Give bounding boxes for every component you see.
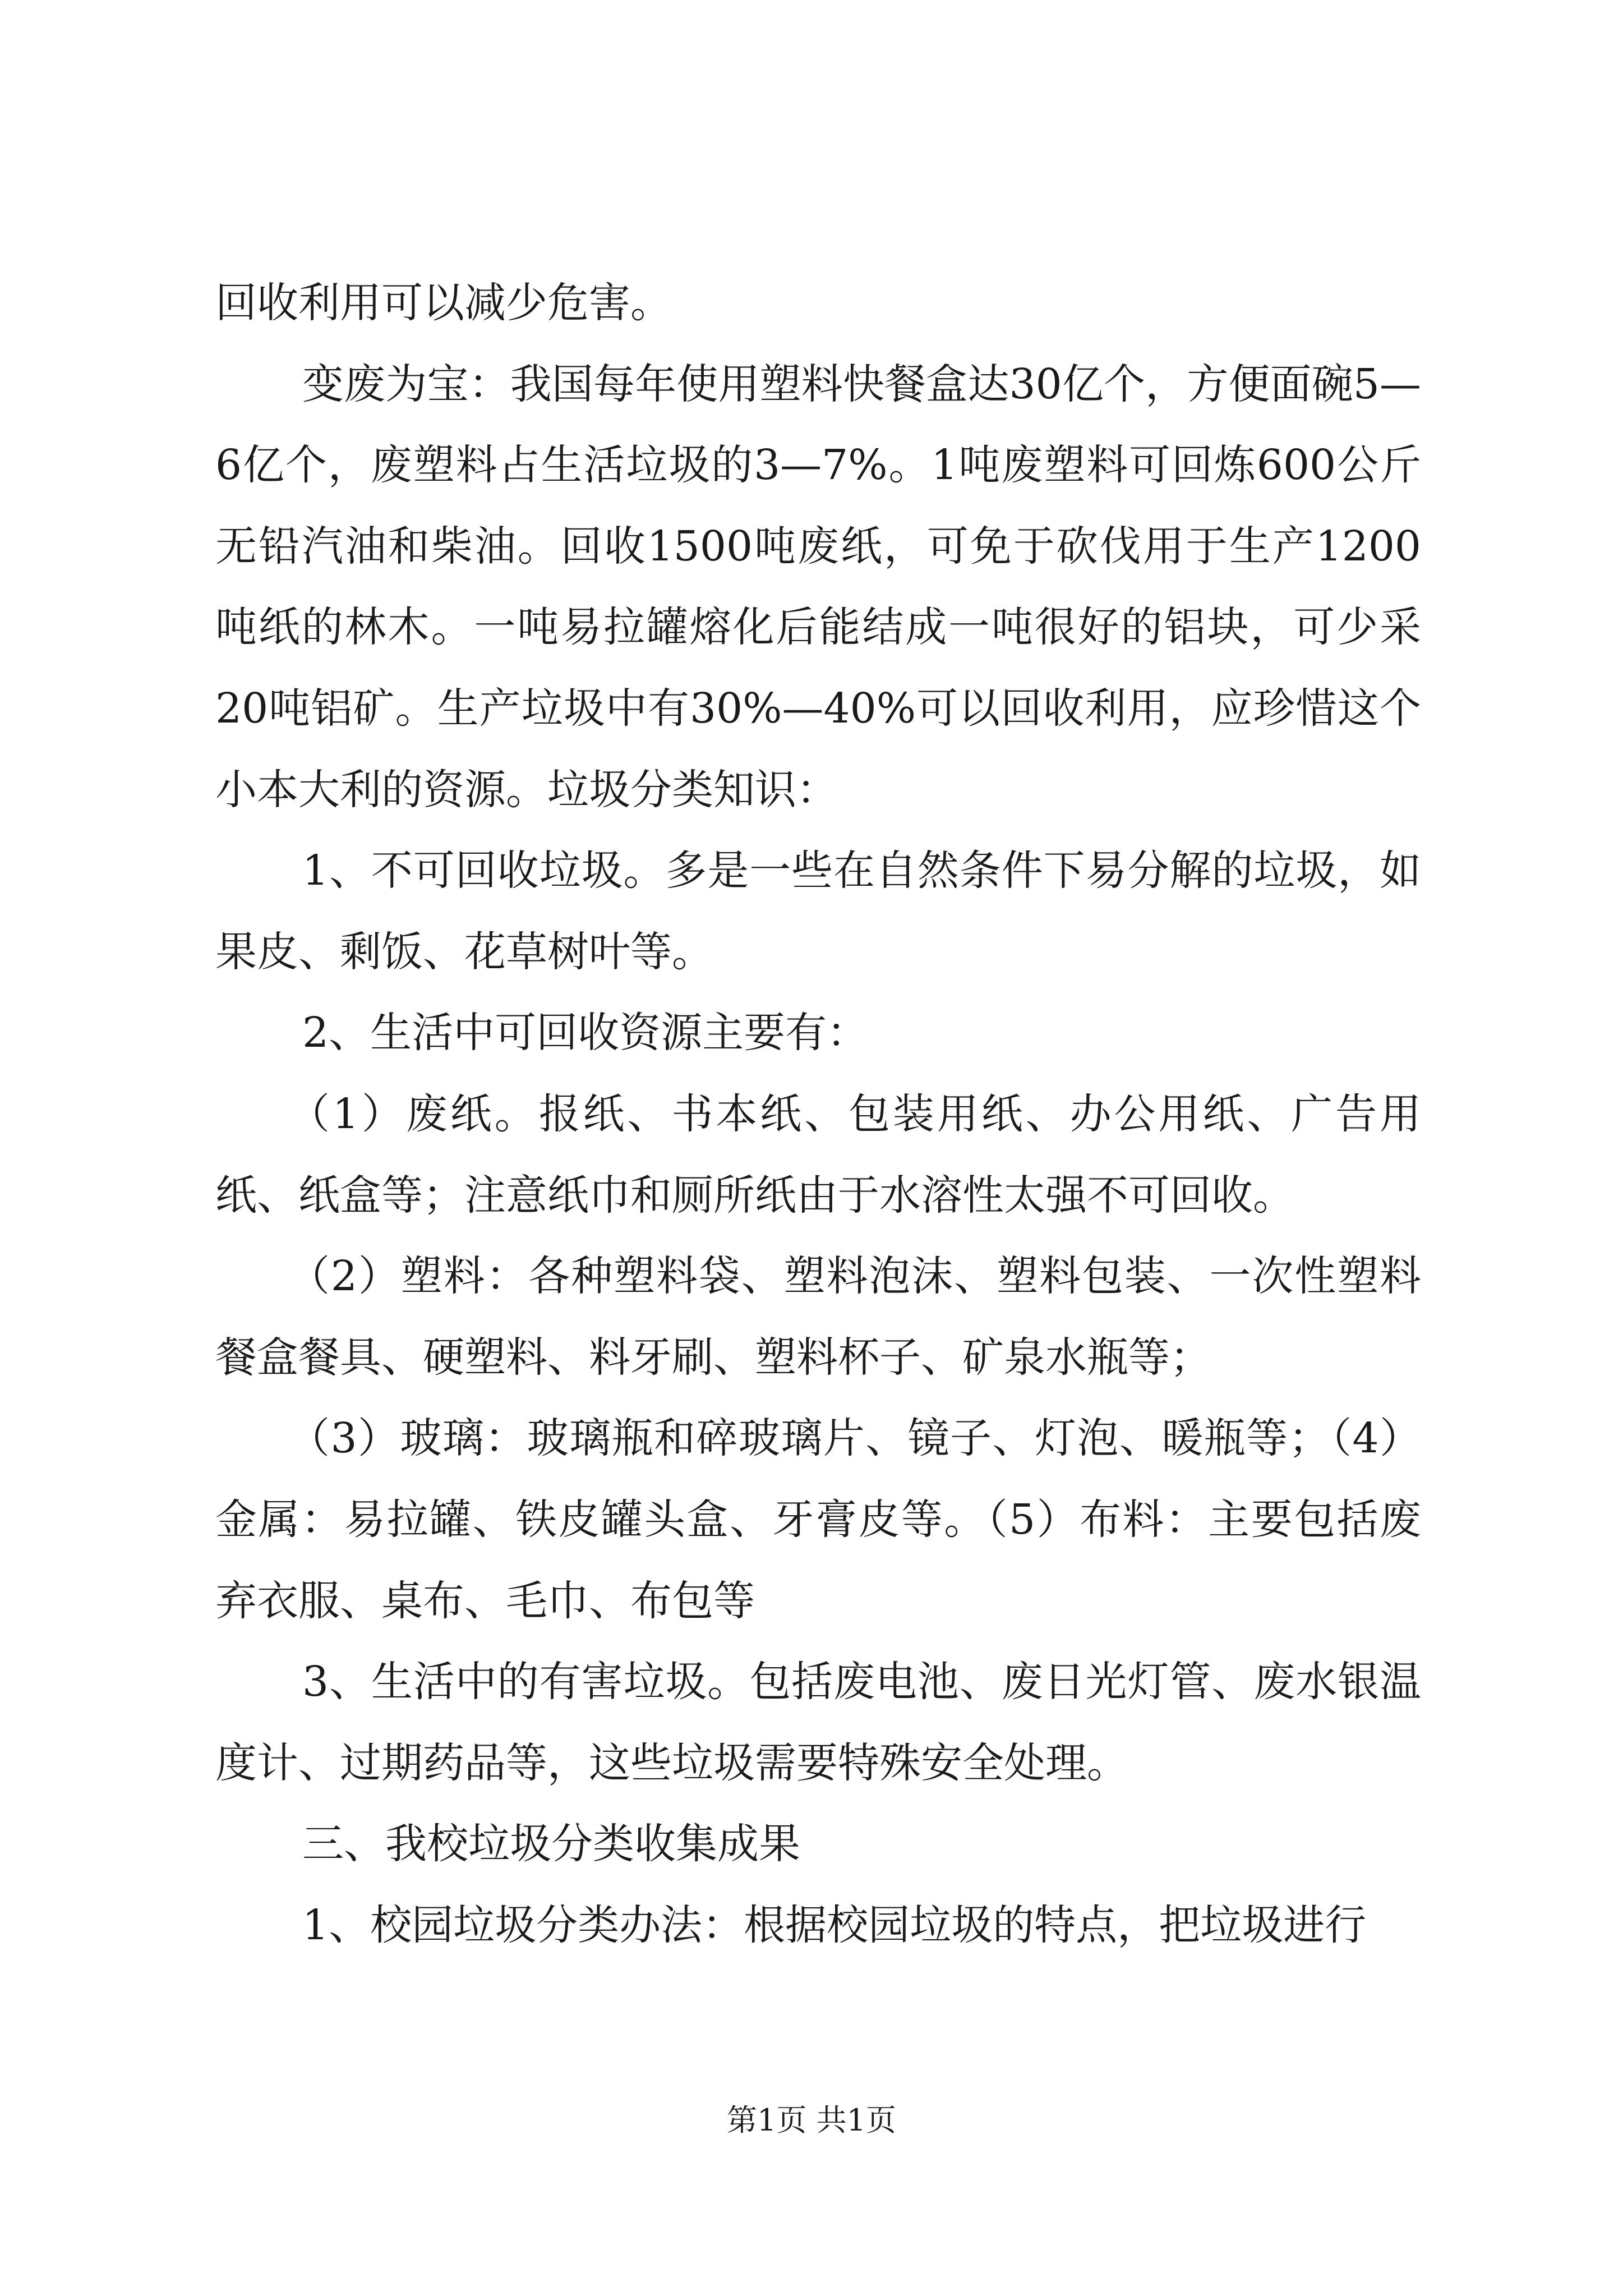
page-footer: [0, 2101, 1623, 2140]
paragraph-non-recyclable: 1、不可回收垃圾。多是一些在自然条件下易分解的垃圾，如果皮、剩饭、花草树叶等。: [215, 846, 1421, 976]
section-heading-results: 三、我校垃圾分类收集成果: [302, 1820, 800, 1869]
paragraph-hazardous: 3、生活中的有害垃圾。包括废电池、废日光灯管、废水银温度计、过期药品等，这些垃圾需要特殊安全处理。: [215, 1658, 1421, 1787]
paragraph-recyclable-heading: 2、生活中可回收资源主要有：: [302, 1009, 869, 1057]
paragraph-recycling-value: 变废为宝：我国每年使用塑料快餐盒达30亿个，方便面碗5—6亿个，废塑料占生活垃圾的3—7%。1吨废塑料可回炼600公斤无铅汽油和柴油。回收1500吨废纸，可免于砍伐用于生产1200吨纸的林木。一吨易拉罐熔化后能结成一吨很好的铝块，可少采20吨铝矿。生产垃圾中有30%—40%可以回收利用，应珍惜这个小本大利的资源。垃圾分类知识：: [215, 360, 1421, 814]
page-number-label: 第1页 共1页: [727, 2102, 896, 2138]
paragraph-campus-method: 1、校园垃圾分类办法：根据校园垃圾的特点，把垃圾进行: [302, 1901, 1367, 1949]
paragraph-paper: （1）废纸。报纸、书本纸、包装用纸、办公用纸、广告用纸、纸盒等；注意纸巾和厕所纸由于水溶性太强不可回收。: [215, 1089, 1421, 1220]
paragraph-continuation: 回收利用可以减少危害。: [215, 279, 672, 327]
document-body: [215, 263, 1421, 1966]
paragraph-glass-metal-cloth: （3）玻璃：玻璃瓶和碎玻璃片、镜子、灯泡、暖瓶等；（4）金属：易拉罐、铁皮罐头盒、牙膏皮等。（5）布料：主要包括废弃衣服、桌布、毛巾、布包等: [215, 1414, 1421, 1625]
paragraph-plastic: （2）塑料：各种塑料袋、塑料泡沫、塑料包装、一次性塑料餐盒餐具、硬塑料、料牙刷、塑料杯子、矿泉水瓶等；: [215, 1252, 1421, 1382]
